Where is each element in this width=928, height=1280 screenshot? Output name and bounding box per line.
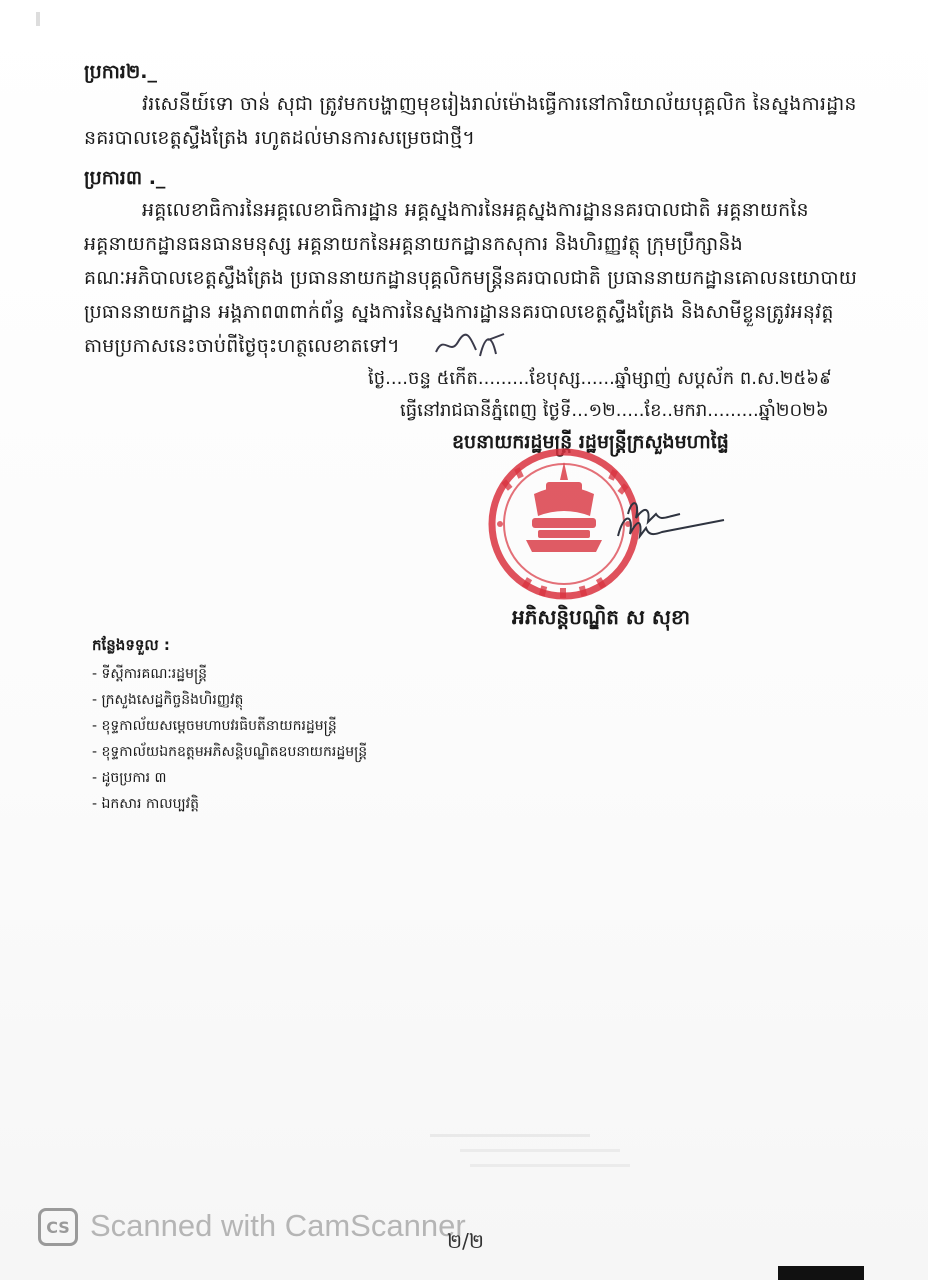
recipients-heading: កន្លែងទទួល : <box>92 636 170 654</box>
lunar-date: ថ្ងៃ....ចន្ទ ៥កើត.........ខែបុស្ស......ឆ្នាំម្សាញ់ សប្តស័ក ព.ស.២៥៦៩ <box>368 368 832 389</box>
initials-scribble <box>430 326 510 366</box>
article-3-heading: ប្រការ៣ ._ <box>84 167 166 189</box>
article-3-line-4: ប្រធាននាយកដ្ឋាន អង្គភាព៣ពាក់ព័ន្ធ ស្នងការនៃស្នងការដ្ឋាននគរបាលខេត្តស្ទឹងត្រែង និងសាមីខ្លួនត្រូវអនុវត្ត <box>84 301 834 323</box>
recipient-item: - ខុទ្ទកាល័យឯកឧត្តមអភិសន្តិបណ្ឌិតឧបនាយករដ្ឋមន្ត្រី <box>92 744 368 760</box>
recipient-item: - ដូចប្រការ ៣ <box>92 770 167 786</box>
page-number: ២/២ <box>447 1229 485 1253</box>
article-2-line-1: វរសេនីយ៍ទោ ចាន់ សុជា ត្រូវមកបង្ហាញមុខរៀងរាល់ម៉ោងធ្វើការនៅការិយាល័យបុគ្គលិក នៃស្នងការដ្ឋាន <box>142 93 857 115</box>
camscanner-logo: CS <box>38 1208 78 1246</box>
article-2-line-2: នគរបាលខេត្តស្ទឹងត្រែង រហូតដល់មានការសម្រេចជាថ្មី។ <box>84 127 476 149</box>
article-3-line-3: គណៈអភិបាលខេត្តស្ទឹងត្រែង ប្រធាននាយកដ្ឋានបុគ្គលិកមន្ត្រីនគរបាលជាតិ ប្រធាននាយកដ្ឋានគោលនយោបាយ <box>84 267 858 289</box>
solar-date: ធ្វើនៅរាជធានីភ្នំពេញ ថ្ងៃទី...១២.....ខែ..មករា.........ឆ្នាំ២០២៦ <box>400 400 829 421</box>
bleed-through-marks <box>430 1126 630 1196</box>
scan-artifact <box>36 12 40 26</box>
recipient-item: - ក្រសួងសេដ្ឋកិច្ចនិងហិរញ្ញវត្ថុ <box>92 692 244 708</box>
camscanner-watermark: Scanned with CamScanner <box>90 1208 466 1243</box>
recipient-item: - ទីស្តីការគណៈរដ្ឋមន្ត្រី <box>92 666 208 682</box>
signature <box>612 506 732 546</box>
signatory-name: អភិសន្តិបណ្ឌិត ស សុខា <box>512 605 690 629</box>
article-3-line-2: អគ្គនាយកដ្ឋានធនធានមនុស្ស អគ្គនាយកនៃអគ្គនាយកដ្ឋានកសុការ និងហិរញ្ញវត្ថុ ក្រុមប្រឹក្សានិង <box>84 233 743 255</box>
scan-corner-artifact <box>778 1266 864 1280</box>
recipient-item: - ឯកសារ កាលប្បវត្តិ <box>92 796 199 812</box>
article-2-heading: ប្រការ២._ <box>84 61 157 83</box>
article-3-line-5: តាមប្រកាសនេះចាប់ពីថ្ងៃចុះហត្ថលេខាតទៅ។ <box>84 335 400 357</box>
recipient-item: - ខុទ្ទកាល័យសម្តេចមហាបវរធិបតីនាយករដ្ឋមន្ត្រី <box>92 718 337 734</box>
article-3-line-1: អគ្គលេខាធិការនៃអគ្គលេខាធិការដ្ឋាន អគ្គស្នងការនៃអគ្គស្នងការដ្ឋាននគរបាលជាតិ អគ្គនាយកនៃ <box>142 199 809 221</box>
signatory-title: ឧបនាយករដ្ឋមន្ត្រី រដ្ឋមន្ត្រីក្រសួងមហាផ្ទៃ <box>452 431 729 453</box>
